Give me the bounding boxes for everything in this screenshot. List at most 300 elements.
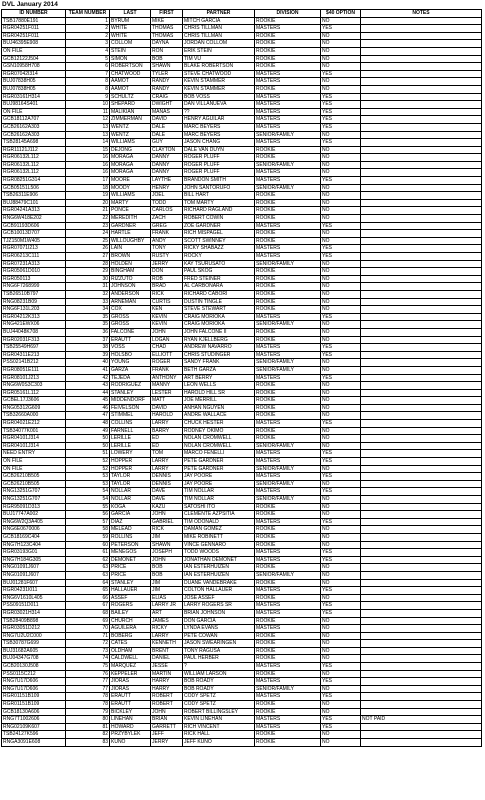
team-number-cell[interactable]: 74 <box>66 655 110 663</box>
division-cell[interactable]: MASTERS <box>255 549 321 557</box>
id-number-cell[interactable]: BUJ01281F607 <box>2 579 66 587</box>
division-cell[interactable]: ROOKIE <box>255 230 321 238</box>
last-name-cell[interactable]: TAYLOR <box>110 480 151 488</box>
division-cell[interactable]: MASTERS <box>255 351 321 359</box>
team-number-cell[interactable]: 14 <box>66 139 110 147</box>
last-name-cell[interactable]: BROWN <box>110 253 151 261</box>
team-number-cell[interactable]: 21 <box>66 207 110 215</box>
first-name-cell[interactable]: JIM <box>151 587 183 595</box>
id-number-cell[interactable]: RGR03193G01 <box>2 549 66 557</box>
option-cell[interactable]: NO <box>321 511 361 519</box>
team-number-cell[interactable]: 2 <box>66 32 110 40</box>
division-cell[interactable]: MASTERS <box>255 602 321 610</box>
option-cell[interactable]: NO <box>321 47 361 55</box>
id-number-cell[interactable]: RGR04241A313 <box>2 207 66 215</box>
first-name-cell[interactable]: DALE <box>151 123 183 131</box>
team-number-cell[interactable]: 53 <box>66 473 110 481</box>
id-number-cell[interactable]: RGR04311E213 <box>2 351 66 359</box>
partner-cell[interactable]: CRAIG MORIOKA <box>183 313 255 321</box>
last-name-cell[interactable]: RODRIGUEZ <box>110 382 151 390</box>
last-name-cell[interactable]: MEREDITH <box>110 215 151 223</box>
id-number-cell[interactable]: RNG08231B09 <box>2 298 66 306</box>
id-number-cell[interactable]: RGR03021H314 <box>2 609 66 617</box>
notes-cell[interactable] <box>361 685 482 693</box>
first-name-cell[interactable]: MANNY <box>151 382 183 390</box>
first-name-cell[interactable]: GREG <box>151 222 183 230</box>
team-number-cell[interactable]: 34 <box>66 306 110 314</box>
notes-cell[interactable] <box>361 526 482 534</box>
option-cell[interactable]: NO <box>321 541 361 549</box>
last-name-cell[interactable]: MIDDENDORF <box>110 397 151 405</box>
division-cell[interactable]: ROOKIE <box>255 670 321 678</box>
notes-cell[interactable] <box>361 131 482 139</box>
first-name-cell[interactable]: FRANK <box>151 366 183 374</box>
option-cell[interactable]: NO <box>321 40 361 48</box>
division-cell[interactable]: MASTERS <box>255 609 321 617</box>
notes-cell[interactable] <box>361 594 482 602</box>
last-name-cell[interactable]: DEMONET <box>110 556 151 564</box>
partner-cell[interactable]: JOHN SANTORUFO <box>183 184 255 192</box>
partner-cell[interactable]: CHUCK HESTER <box>183 420 255 428</box>
notes-cell[interactable] <box>361 93 482 101</box>
first-name-cell[interactable]: KAZU <box>151 503 183 511</box>
division-cell[interactable]: SENIOR/FAMILY <box>255 571 321 579</box>
team-number-cell[interactable]: 54 <box>66 496 110 504</box>
last-name-cell[interactable]: WENTZ <box>110 123 151 131</box>
id-number-cell[interactable]: TSB26510B797 <box>2 290 66 298</box>
option-cell[interactable]: NO <box>321 283 361 291</box>
id-number-cell[interactable]: RNG6F7268999 <box>2 283 66 291</box>
notes-cell[interactable] <box>361 169 482 177</box>
first-name-cell[interactable]: HARRY <box>151 685 183 693</box>
option-cell[interactable]: YES <box>321 116 361 124</box>
id-number-cell[interactable]: ON FILE <box>2 465 66 473</box>
first-name-cell[interactable]: ROGER <box>151 359 183 367</box>
id-number-cell[interactable]: RNG13251G707 <box>2 496 66 504</box>
division-cell[interactable]: ROOKIE <box>255 207 321 215</box>
first-name-cell[interactable]: ZACH <box>151 215 183 223</box>
partner-cell[interactable]: ? <box>183 663 255 671</box>
last-name-cell[interactable]: RIZZUTO <box>110 275 151 283</box>
first-name-cell[interactable]: RON <box>151 47 183 55</box>
option-cell[interactable]: NO <box>321 366 361 374</box>
first-name-cell[interactable]: TYLER <box>151 70 183 78</box>
option-cell[interactable]: NO <box>321 260 361 268</box>
division-cell[interactable]: MASTERS <box>255 420 321 428</box>
id-number-cell[interactable]: RNG7U17D606 <box>2 685 66 693</box>
notes-cell[interactable] <box>361 40 482 48</box>
last-name-cell[interactable]: JOHNSON <box>110 283 151 291</box>
last-name-cell[interactable]: WILLOUGHBY <box>110 237 151 245</box>
team-number-cell[interactable]: 76 <box>66 670 110 678</box>
header-first[interactable]: FIRST <box>151 10 183 18</box>
last-name-cell[interactable]: GROSS <box>110 313 151 321</box>
id-number-cell[interactable]: RNG6W0S3C303 <box>2 382 66 390</box>
first-name-cell[interactable]: HAROLD <box>151 412 183 420</box>
first-name-cell[interactable]: JOHN <box>151 556 183 564</box>
partner-cell[interactable]: BLAKE ROBERTSON <box>183 63 255 71</box>
first-name-cell[interactable]: LARRY <box>151 465 183 473</box>
team-number-cell[interactable]: 77 <box>66 678 110 686</box>
team-number-cell[interactable]: 36 <box>66 328 110 336</box>
division-cell[interactable]: ROOKIE <box>255 640 321 648</box>
id-number-cell[interactable]: RGR06132L112 <box>2 169 66 177</box>
team-number-cell[interactable]: 46 <box>66 404 110 412</box>
last-name-cell[interactable]: KUNO <box>110 739 151 747</box>
partner-cell[interactable]: BOB ROADY <box>183 678 255 686</box>
team-number-cell[interactable]: 72 <box>66 640 110 648</box>
notes-cell[interactable] <box>361 632 482 640</box>
option-cell[interactable]: NO <box>321 533 361 541</box>
first-name-cell[interactable]: LAYTHE <box>151 177 183 185</box>
option-cell[interactable]: NO <box>321 306 361 314</box>
notes-cell[interactable] <box>361 427 482 435</box>
last-name-cell[interactable]: FEIVELSON <box>110 404 151 412</box>
id-number-cell[interactable]: BUJ88479C101 <box>2 199 66 207</box>
team-number-cell[interactable]: 77 <box>66 685 110 693</box>
team-number-cell[interactable]: 49 <box>66 427 110 435</box>
last-name-cell[interactable]: PETERSON <box>110 541 151 549</box>
division-cell[interactable]: MASTERS <box>255 723 321 731</box>
division-cell[interactable]: ROOKIE <box>255 526 321 534</box>
option-cell[interactable]: NO <box>321 131 361 139</box>
team-number-cell[interactable]: 38 <box>66 344 110 352</box>
team-number-cell[interactable]: 7 <box>66 70 110 78</box>
partner-cell[interactable]: ZOE GARDNER <box>183 222 255 230</box>
division-cell[interactable]: MASTERS <box>255 169 321 177</box>
notes-cell[interactable] <box>361 275 482 283</box>
option-cell[interactable]: NO <box>321 382 361 390</box>
option-cell[interactable]: NO <box>321 154 361 162</box>
first-name-cell[interactable]: ED <box>151 435 183 443</box>
option-cell[interactable]: NO <box>321 670 361 678</box>
first-name-cell[interactable]: TOM <box>151 450 183 458</box>
partner-cell[interactable]: CODY SPETZ <box>183 693 255 701</box>
partner-cell[interactable]: JONATHAN DEMONET <box>183 556 255 564</box>
header-notes[interactable]: NOTES <box>361 10 482 18</box>
last-name-cell[interactable]: AGUILERA <box>110 625 151 633</box>
id-number-cell[interactable]: RNG01091J607 <box>2 564 66 572</box>
first-name-cell[interactable]: GABRIEL <box>151 518 183 526</box>
last-name-cell[interactable]: FALCONE <box>110 328 151 336</box>
id-number-cell[interactable]: GCB26210B505 <box>2 473 66 481</box>
partner-cell[interactable]: RICHARD CABORI <box>183 290 255 298</box>
partner-cell[interactable]: KAY TSURUSATO <box>183 260 255 268</box>
notes-cell[interactable] <box>361 245 482 253</box>
team-number-cell[interactable]: 27 <box>66 253 110 261</box>
notes-cell[interactable] <box>361 78 482 86</box>
first-name-cell[interactable]: LARRY <box>151 420 183 428</box>
id-number-cell[interactable]: TJZ150M1W405 <box>2 237 66 245</box>
id-number-cell[interactable]: RGR01151B109 <box>2 693 66 701</box>
first-name-cell[interactable]: LARRY <box>151 458 183 466</box>
last-name-cell[interactable]: HALLAUER <box>110 587 151 595</box>
last-name-cell[interactable]: PRICE <box>110 571 151 579</box>
option-cell[interactable]: NO <box>321 617 361 625</box>
id-number-cell[interactable]: BUJ46395E908 <box>2 40 66 48</box>
team-number-cell[interactable]: 39 <box>66 351 110 359</box>
last-name-cell[interactable]: STIMMEL <box>110 412 151 420</box>
team-number-cell[interactable]: 4 <box>66 47 110 55</box>
team-number-cell[interactable]: 30 <box>66 275 110 283</box>
division-cell[interactable]: ROOKIE <box>255 533 321 541</box>
option-cell[interactable]: YES <box>321 344 361 352</box>
first-name-cell[interactable]: HARRY <box>151 678 183 686</box>
option-cell[interactable]: YES <box>321 556 361 564</box>
division-cell[interactable]: SENIOR/FAMILY <box>255 359 321 367</box>
division-cell[interactable]: ROOKIE <box>255 154 321 162</box>
first-name-cell[interactable]: BOB <box>151 571 183 579</box>
partner-cell[interactable]: TONY RAGUSA <box>183 647 255 655</box>
last-name-cell[interactable]: ROBERTSON <box>110 63 151 71</box>
partner-cell[interactable]: DAN VILLANUEVA <box>183 101 255 109</box>
team-number-cell[interactable]: 10 <box>66 101 110 109</box>
option-cell[interactable]: NO <box>321 321 361 329</box>
division-cell[interactable]: ROOKIE <box>255 283 321 291</box>
team-number-cell[interactable]: 63 <box>66 564 110 572</box>
notes-cell[interactable] <box>361 230 482 238</box>
last-name-cell[interactable]: COLLOM <box>110 40 151 48</box>
last-name-cell[interactable]: HOPPER <box>110 458 151 466</box>
notes-cell[interactable] <box>361 298 482 306</box>
team-number-cell[interactable]: 11 <box>66 108 110 116</box>
notes-cell[interactable] <box>361 359 482 367</box>
first-name-cell[interactable]: FRANK <box>151 230 183 238</box>
partner-cell[interactable]: HENRY AGUILAR <box>183 116 255 124</box>
division-cell[interactable]: SENIOR/FAMILY <box>255 496 321 504</box>
id-number-cell[interactable]: RGR03161H314 <box>2 93 66 101</box>
id-number-cell[interactable]: RNG7U17D606 <box>2 678 66 686</box>
team-number-cell[interactable]: 58 <box>66 526 110 534</box>
notes-cell[interactable] <box>361 336 482 344</box>
division-cell[interactable]: MASTERS <box>255 374 321 382</box>
partner-cell[interactable]: PAUL HERBER <box>183 655 255 663</box>
id-number-cell[interactable]: BUJ04347G708 <box>2 655 66 663</box>
team-number-cell[interactable]: 79 <box>66 708 110 716</box>
team-number-cell[interactable]: 9 <box>66 93 110 101</box>
partner-cell[interactable]: LARRY ROGERS SR <box>183 602 255 610</box>
last-name-cell[interactable]: TAYLOR <box>110 473 151 481</box>
notes-cell[interactable] <box>361 306 482 314</box>
notes-cell[interactable] <box>361 625 482 633</box>
division-cell[interactable]: ROOKIE <box>255 192 321 200</box>
team-number-cell[interactable]: 3 <box>66 40 110 48</box>
id-number-cell[interactable]: TSB28409B898 <box>2 617 66 625</box>
notes-cell[interactable] <box>361 708 482 716</box>
id-number-cell[interactable]: RGR08251G314 <box>2 177 66 185</box>
id-number-cell[interactable]: RNG05312G609 <box>2 404 66 412</box>
first-name-cell[interactable]: DAVID <box>151 404 183 412</box>
option-cell[interactable]: NO <box>321 632 361 640</box>
partner-cell[interactable]: PETE GARDNER <box>183 458 255 466</box>
partner-cell[interactable]: ANDRE WALLACE <box>183 412 255 420</box>
partner-cell[interactable]: BETH GARZA <box>183 366 255 374</box>
last-name-cell[interactable]: COX <box>110 306 151 314</box>
notes-cell[interactable] <box>361 518 482 526</box>
id-number-cell[interactable]: RGR07042I314 <box>2 70 66 78</box>
first-name-cell[interactable]: JESSE <box>151 663 183 671</box>
id-number-cell[interactable]: RNG6W2Q3A405 <box>2 518 66 526</box>
team-number-cell[interactable]: 1 <box>66 17 110 25</box>
team-number-cell[interactable]: 13 <box>66 123 110 131</box>
partner-cell[interactable]: JEFF KUNO <box>183 739 255 747</box>
notes-cell[interactable] <box>361 47 482 55</box>
option-cell[interactable]: NO <box>321 275 361 283</box>
division-cell[interactable]: SENIOR/FAMILY <box>255 131 321 139</box>
team-number-cell[interactable]: 41 <box>66 366 110 374</box>
division-cell[interactable]: ROOKIE <box>255 382 321 390</box>
partner-cell[interactable]: CHRIS TILLMAN <box>183 25 255 33</box>
division-cell[interactable]: ROOKIE <box>255 215 321 223</box>
first-name-cell[interactable]: ART <box>151 609 183 617</box>
option-cell[interactable]: YES <box>321 716 361 724</box>
id-number-cell[interactable]: RGR06213C111 <box>2 253 66 261</box>
first-name-cell[interactable]: MANAS <box>151 108 183 116</box>
partner-cell[interactable]: PETE GARDNER <box>183 465 255 473</box>
last-name-cell[interactable]: BAILEY <box>110 609 151 617</box>
division-cell[interactable]: ROOKIE <box>255 290 321 298</box>
id-number-cell[interactable]: ON FILE <box>2 108 66 116</box>
partner-cell[interactable]: STEVE CHATWOOD <box>183 70 255 78</box>
notes-cell[interactable] <box>361 25 482 33</box>
option-cell[interactable]: YES <box>321 450 361 458</box>
option-cell[interactable]: NO <box>321 359 361 367</box>
first-name-cell[interactable]: LOGAN <box>151 336 183 344</box>
option-cell[interactable]: NO <box>321 328 361 336</box>
division-cell[interactable]: ROOKIE <box>255 328 321 336</box>
id-number-cell[interactable]: RNG7H184G305 <box>2 556 66 564</box>
notes-cell[interactable] <box>361 503 482 511</box>
partner-cell[interactable]: DALE VAN DUYN <box>183 146 255 154</box>
division-cell[interactable]: SENIOR/FAMILY <box>255 161 321 169</box>
last-name-cell[interactable]: STANLEY <box>110 579 151 587</box>
first-name-cell[interactable]: GARRETT <box>151 723 183 731</box>
partner-cell[interactable]: JAY POORE <box>183 480 255 488</box>
partner-cell[interactable]: ANDREW NAVARRO <box>183 344 255 352</box>
id-number-cell[interactable]: RGR07231A313 <box>2 260 66 268</box>
division-cell[interactable]: MASTERS <box>255 458 321 466</box>
notes-cell[interactable] <box>361 366 482 374</box>
id-number-cell[interactable]: GCB12122J504 <box>2 55 66 63</box>
notes-cell[interactable] <box>361 404 482 412</box>
notes-cell[interactable] <box>361 701 482 709</box>
id-number-cell[interactable]: RGR01151B109 <box>2 701 66 709</box>
partner-cell[interactable]: TIM VU <box>183 55 255 63</box>
division-cell[interactable]: SENIOR/FAMILY <box>255 184 321 192</box>
last-name-cell[interactable]: MORAGA <box>110 161 151 169</box>
team-number-cell[interactable]: 45 <box>66 397 110 405</box>
division-cell[interactable]: ROOKIE <box>255 268 321 276</box>
team-number-cell[interactable]: 28 <box>66 260 110 268</box>
partner-cell[interactable]: JOHN FALCONE II <box>183 328 255 336</box>
header-id-number[interactable]: ID NUMBER <box>2 10 66 18</box>
division-cell[interactable]: ROOKIE <box>255 47 321 55</box>
partner-cell[interactable]: BOB ROADY <box>183 685 255 693</box>
division-cell[interactable]: SENIOR/FAMILY <box>255 442 321 450</box>
first-name-cell[interactable]: ROBERT <box>151 701 183 709</box>
last-name-cell[interactable]: BOBERG <box>110 632 151 640</box>
last-name-cell[interactable]: KEPPELER <box>110 670 151 678</box>
last-name-cell[interactable]: BICKLEY <box>110 708 151 716</box>
partner-cell[interactable]: MITCH GARCIA <box>183 17 255 25</box>
notes-cell[interactable] <box>361 108 482 116</box>
team-number-cell[interactable]: 51 <box>66 450 110 458</box>
partner-cell[interactable]: MARC BEYERS <box>183 123 255 131</box>
option-cell[interactable]: NO <box>321 685 361 693</box>
first-name-cell[interactable]: JIM <box>151 533 183 541</box>
first-name-cell[interactable]: BRENT <box>151 647 183 655</box>
partner-cell[interactable]: RICKY SHABAZZ <box>183 245 255 253</box>
partner-cell[interactable]: RICHARD RAGLAND <box>183 207 255 215</box>
last-name-cell[interactable]: DEJONG <box>110 146 151 154</box>
first-name-cell[interactable]: THOMAS <box>151 25 183 33</box>
option-cell[interactable]: NO <box>321 268 361 276</box>
last-name-cell[interactable]: SHEPARD <box>110 101 151 109</box>
team-number-cell[interactable]: 16 <box>66 169 110 177</box>
id-number-cell[interactable]: RGR95091D313 <box>2 503 66 511</box>
team-number-cell[interactable]: 44 <box>66 389 110 397</box>
option-cell[interactable]: NO <box>321 465 361 473</box>
notes-cell[interactable] <box>361 146 482 154</box>
notes-cell[interactable] <box>361 678 482 686</box>
id-number-cell[interactable]: RNG01091J607 <box>2 571 66 579</box>
partner-cell[interactable]: IAN ESTERHUIZEN <box>183 564 255 572</box>
id-number-cell[interactable]: RGR04251F011 <box>2 32 66 40</box>
notes-cell[interactable] <box>361 647 482 655</box>
option-cell[interactable]: NO <box>321 397 361 405</box>
first-name-cell[interactable]: JOEL <box>151 192 183 200</box>
last-name-cell[interactable]: MOORE <box>110 177 151 185</box>
division-cell[interactable]: ROOKIE <box>255 701 321 709</box>
division-cell[interactable]: MASTERS <box>255 450 321 458</box>
last-name-cell[interactable]: PRICE <box>110 564 151 572</box>
first-name-cell[interactable]: RICKY <box>151 625 183 633</box>
option-cell[interactable]: NO <box>321 63 361 71</box>
first-name-cell[interactable]: BARRY <box>151 427 183 435</box>
id-number-cell[interactable]: RNG6E0670006 <box>2 526 66 534</box>
id-number-cell[interactable]: ON FILE <box>2 458 66 466</box>
notes-cell[interactable] <box>361 55 482 63</box>
division-cell[interactable]: ROOKIE <box>255 146 321 154</box>
notes-cell[interactable] <box>361 412 482 420</box>
last-name-cell[interactable]: DIAZ <box>110 518 151 526</box>
notes-cell[interactable] <box>361 731 482 739</box>
division-cell[interactable]: ROOKIE <box>255 404 321 412</box>
team-number-cell[interactable]: 35 <box>66 321 110 329</box>
notes-cell[interactable] <box>361 161 482 169</box>
option-cell[interactable]: NO <box>321 412 361 420</box>
team-number-cell[interactable]: 71 <box>66 632 110 640</box>
division-cell[interactable]: MASTERS <box>255 488 321 496</box>
first-name-cell[interactable]: MIKE <box>151 17 183 25</box>
team-number-cell[interactable]: 2 <box>66 25 110 33</box>
team-number-cell[interactable]: 50 <box>66 435 110 443</box>
division-cell[interactable]: ROOKIE <box>255 63 321 71</box>
team-number-cell[interactable]: 70 <box>66 625 110 633</box>
id-number-cell[interactable]: RGR06132L112 <box>2 161 66 169</box>
id-number-cell[interactable]: GCB20130J508 <box>2 663 66 671</box>
last-name-cell[interactable]: HOLSBO <box>110 351 151 359</box>
first-name-cell[interactable]: KEN <box>151 306 183 314</box>
division-cell[interactable]: MASTERS <box>255 587 321 595</box>
division-cell[interactable]: MASTERS <box>255 78 321 86</box>
first-name-cell[interactable]: ELIAS <box>151 594 183 602</box>
option-cell[interactable]: NO <box>321 739 361 747</box>
partner-cell[interactable]: TOM MARTY <box>183 199 255 207</box>
id-number-cell[interactable]: NEED ENTRY <box>2 450 66 458</box>
team-number-cell[interactable]: 67 <box>66 602 110 610</box>
last-name-cell[interactable]: NOLLAR <box>110 496 151 504</box>
